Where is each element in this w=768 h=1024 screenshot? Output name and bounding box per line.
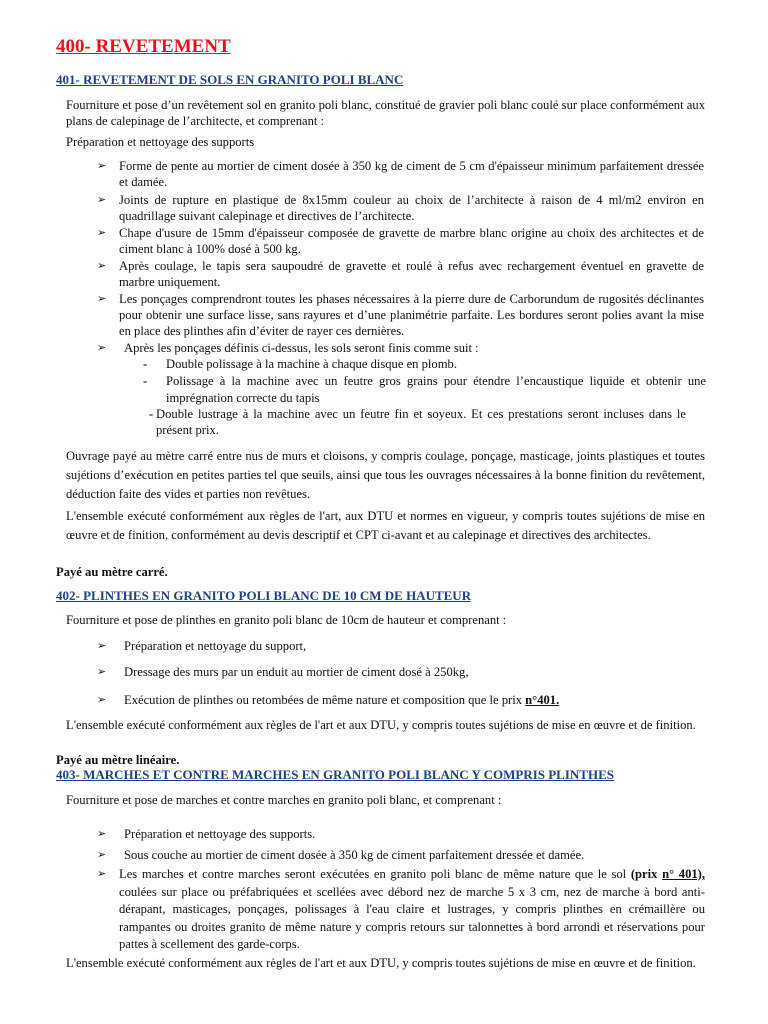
section-title: 400- REVETEMENT	[56, 36, 231, 57]
arrow-bullet-icon: ➢	[97, 666, 107, 678]
intro-401: Fourniture et pose d’un revêtement sol en granito poli blanc, constitué de gravier poli blanc coulé sur place conformément aux plans de calepinage de l’architecte, et comprenant :	[66, 98, 705, 128]
arrow-bullet-icon: ➢	[97, 194, 107, 206]
price-reference: n° 401),	[662, 867, 706, 881]
list-item: Après coulage, le tapis sera saupoudré de gravette et roulé à refus avec rechargement éventuel en gravette de marbre uniquement.	[119, 259, 704, 289]
list-item-text: Les marches et contre marches seront exécutées en granito poli blanc de même nature que le sol	[119, 867, 627, 881]
arrow-bullet-icon: ➢	[97, 694, 107, 706]
prep-401: Préparation et nettoyage des supports	[66, 135, 255, 149]
heading-401: 401- REVETEMENT DE SOLS EN GRANITO POLI BLANC	[56, 72, 404, 87]
arrow-bullet-icon: ➢	[97, 640, 107, 652]
paragraph-ensemble-402: L'ensemble exécuté conformément aux règles de l'art et aux DTU, y compris toutes sujétions de mise en œuvre et de finition.	[66, 718, 696, 732]
paragraph-ensemble-401: L'ensemble exécuté conformément aux règles de l'art, aux DTU et normes en vigueur, y compris toutes sujétions de mise en œuvre et de finition, conformément au devis descriptif et CPT ci-avant et au calepinage et directives des architectes.	[66, 509, 705, 542]
arrow-bullet-icon: ➢	[97, 849, 107, 861]
list-item: Préparation et nettoyage des supports.	[124, 827, 316, 841]
sub-list-item: Double lustrage à la machine avec un feutre fin et soyeux. Et ces prestations seront incluses dans le présent prix.	[156, 407, 686, 437]
list-item: Forme de pente au mortier de ciment dosée à 350 kg de ciment de 5 cm d'épaisseur minimum parfaitement dressée et damée.	[119, 159, 704, 189]
list-item: Préparation et nettoyage du support,	[124, 639, 307, 653]
dash-bullet-icon: -	[143, 357, 148, 371]
price-reference: n°401.	[525, 693, 560, 707]
dash-bullet-icon: -	[143, 374, 148, 388]
arrow-bullet-icon: ➢	[97, 293, 107, 305]
sub-list-item: Polissage à la machine avec un feutre gros grains pour étendre l’encaustique liquide et obtenir une imprégnation correcte du tapis	[166, 374, 706, 405]
paragraph-payment-401: Ouvrage payé au mètre carré entre nus de murs et cloisons, y compris coulage, ponçage, masticage, joints plastiques et toutes sujétions d’exécution en petites parties tel que seuils, ainsi que tous les ouvrages nécessaires à la bonne finition du revêtement, déduction faite des vides et parties non revêtues.	[66, 449, 705, 501]
heading-402: 402- PLINTHES EN GRANITO POLI BLANC DE 10 CM DE HAUTEUR	[56, 588, 472, 603]
intro-403: Fourniture et pose de marches et contre marches en granito poli blanc, et comprenant :	[66, 793, 502, 807]
arrow-bullet-icon: ➢	[97, 227, 107, 239]
list-item-text: Exécution de plinthes ou retombées de même nature et composition que le prix	[124, 693, 522, 707]
price-reference: (prix	[630, 867, 658, 881]
intro-402: Fourniture et pose de plinthes en granito poli blanc de 10cm de hauteur et comprenant :	[66, 613, 507, 627]
unit-401: Payé au mètre carré.	[56, 565, 168, 579]
paragraph-ensemble-403: L'ensemble exécuté conformément aux règles de l'art et aux DTU, y compris toutes sujétions de mise en œuvre et de finition.	[66, 956, 696, 970]
sub-list-item: Double polissage à la machine à chaque disque en plomb.	[166, 357, 457, 371]
list-item: Sous couche au mortier de ciment dosée à 350 kg de ciment parfaitement dressée et damée.	[124, 848, 585, 862]
list-item	[124, 692, 704, 708]
unit-402: Payé au mètre linéaire.	[56, 753, 180, 767]
list-item: Dressage des murs par un enduit au mortier de ciment dosé à 250kg,	[124, 665, 469, 679]
list-item: Chape d'usure de 15mm d'épaisseur composée de gravette de marbre blanc origine au choix des architectes et de ciment blanc à 100% dosé à 500 kg.	[119, 226, 704, 256]
list-item: Joints de rupture en plastique de 8x15mm couleur au choix de l’architecte à raison de 4 ml/m2 environ en quadrillage suivant calepinage et directives de l’architecte.	[119, 193, 704, 223]
arrow-bullet-icon: ➢	[97, 160, 107, 172]
arrow-bullet-icon: ➢	[97, 342, 107, 354]
arrow-bullet-icon: ➢	[97, 260, 107, 272]
list-item: Après les ponçages définis ci-dessus, les sols seront finis comme suit :	[124, 341, 479, 355]
list-item: Les ponçages comprendront toutes les phases nécessaires à la pierre dure de Carborundum de rugosités déclinantes pour obtenir une surface lisse, sans rayures et d’une planimétrie parfaite. Les bordures seront polies avant la mise en place des plinthes afin d’éviter de rayer ces dernières.	[119, 292, 704, 338]
list-item	[119, 866, 705, 954]
arrow-bullet-icon: ➢	[97, 868, 107, 880]
list-item-text: coulées sur place ou préfabriquées et scellées avec débord nez de marche 5 x 3 cm, nez de marche à bord anti-dérapant, masticages, ponçages, polissages à l'eau claire et lustrages, y compris plinthes en crémaillère ou rampantes ou droites granito de même nature y compris retours sur talonnettes à bord arrondi et réservations pour pattes à scellement des garde-corps.	[119, 884, 705, 951]
heading-403: 403- MARCHES ET CONTRE MARCHES EN GRANITO POLI BLANC Y COMPRIS PLINTHES	[56, 767, 614, 782]
dash-bullet-icon: -	[149, 407, 154, 421]
arrow-bullet-icon: ➢	[97, 828, 107, 840]
